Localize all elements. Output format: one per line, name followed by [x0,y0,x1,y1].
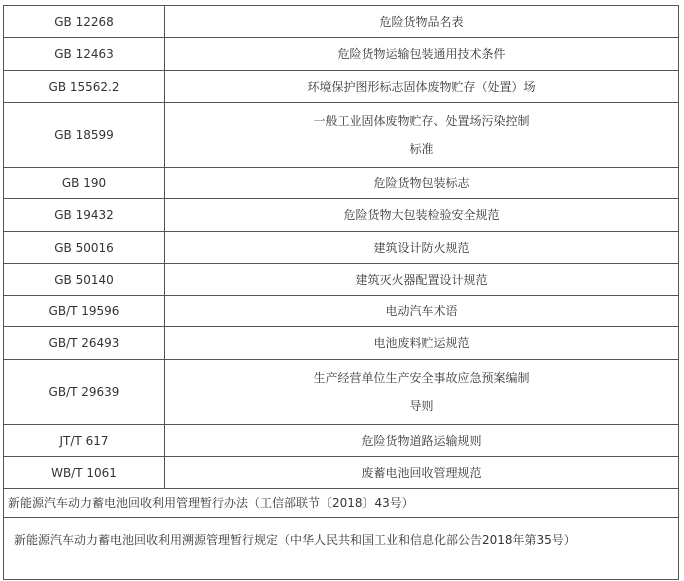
standard-title: 建筑灭火器配置设计规范 [165,264,679,296]
standard-code: GB 12463 [4,38,165,71]
standard-code: GB 50016 [4,232,165,264]
table-row [4,71,679,103]
table-row [4,296,679,327]
standard-title: 危险货物品名表 [165,6,679,38]
standard-title: 危险货物包装标志 [165,168,679,199]
standard-title-line: 标准 [409,142,434,156]
standard-code: GB/T 26493 [4,327,165,360]
table-row [4,425,679,457]
standard-title [165,103,679,168]
standard-code: GB 15562.2 [4,71,165,103]
table-row [4,103,679,168]
standard-title: 建筑设计防火规范 [165,232,679,264]
table-row [4,327,679,360]
standard-code: GB 19432 [4,199,165,232]
standard-code: GB 50140 [4,264,165,296]
standard-code: GB 18599 [4,103,165,168]
table-row [4,199,679,232]
standard-code: JT/T 617 [4,425,165,457]
table-row [4,489,679,518]
standard-title: 危险货物道路运输规则 [165,425,679,457]
standard-title-line: 导则 [409,399,434,413]
standard-title: 危险货物大包装检验安全规范 [165,199,679,232]
standard-code: GB/T 29639 [4,360,165,425]
standard-title: 电池废料贮运规范 [165,327,679,360]
standard-title: 环境保护图形标志固体废物贮存（处置）场 [165,71,679,103]
table-row [4,6,679,38]
table-row [4,457,679,489]
standard-code: GB/T 19596 [4,296,165,327]
standard-title-line: 生产经营单位生产安全事故应急预案编制 [313,371,530,385]
regulation-row: 新能源汽车动力蓄电池回收利用管理暂行办法（工信部联节〔2018〕43号） [4,489,679,518]
regulation-row: 新能源汽车动力蓄电池回收利用溯源管理暂行规定（中华人民共和国工业和信息化部公告2018年第35号） [4,518,679,580]
standard-title: 废蓄电池回收管理规范 [165,457,679,489]
table-row [4,264,679,296]
standards-table [3,5,679,580]
table-row [4,360,679,425]
standard-title [165,360,679,425]
standard-title: 危险货物运输包装通用技术条件 [165,38,679,71]
table-row [4,232,679,264]
standard-code: GB 12268 [4,6,165,38]
standard-code: WB/T 1061 [4,457,165,489]
standard-code: GB 190 [4,168,165,199]
table-row [4,38,679,71]
table-row [4,518,679,580]
table-row [4,168,679,199]
standard-title: 电动汽车术语 [165,296,679,327]
standard-title-line: 一般工业固体废物贮存、处置场污染控制 [313,114,530,128]
